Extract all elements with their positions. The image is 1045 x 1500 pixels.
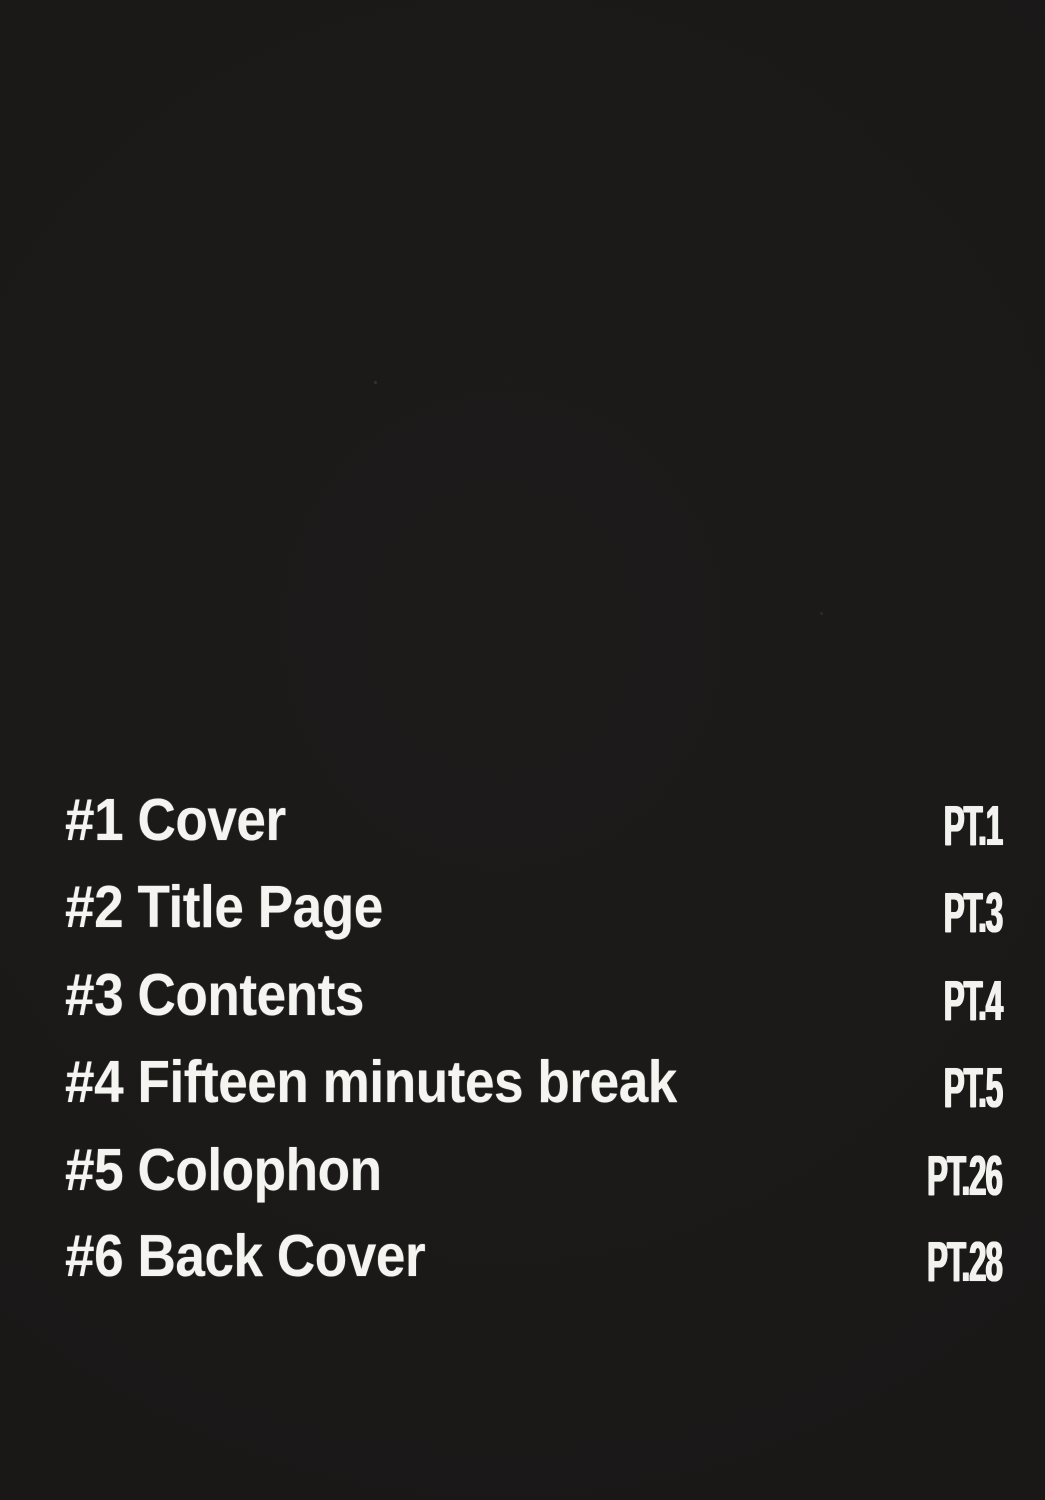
toc-entry xyxy=(65,1223,1002,1299)
dust-speck xyxy=(374,381,377,384)
toc-entry-title: #2 Title Page xyxy=(65,874,383,940)
toc-entry-page-number: PT.28 xyxy=(927,1230,1002,1294)
toc-entry-page-number: PT.4 xyxy=(943,969,1002,1033)
toc-entry-page-number: PT.26 xyxy=(927,1144,1002,1208)
toc-entry-title: #5 Colophon xyxy=(65,1137,382,1203)
toc-entry-title: #3 Contents xyxy=(65,962,364,1028)
toc-entry xyxy=(65,1137,1002,1213)
toc-entry-page-number: PT.1 xyxy=(943,794,1002,858)
toc-entry xyxy=(65,1049,1002,1125)
toc-entry-title: #1 Cover xyxy=(65,787,286,853)
toc-entry xyxy=(65,787,1002,863)
toc-entry xyxy=(65,874,1002,950)
toc-entry-page-number: PT.5 xyxy=(943,1056,1002,1120)
toc-entry-page-number: PT.3 xyxy=(943,881,1002,945)
toc-entry xyxy=(65,962,1002,1038)
toc-entry-title: #6 Back Cover xyxy=(65,1223,426,1289)
toc-entry-title: #4 Fifteen minutes break xyxy=(65,1049,677,1115)
dust-speck xyxy=(820,612,823,615)
